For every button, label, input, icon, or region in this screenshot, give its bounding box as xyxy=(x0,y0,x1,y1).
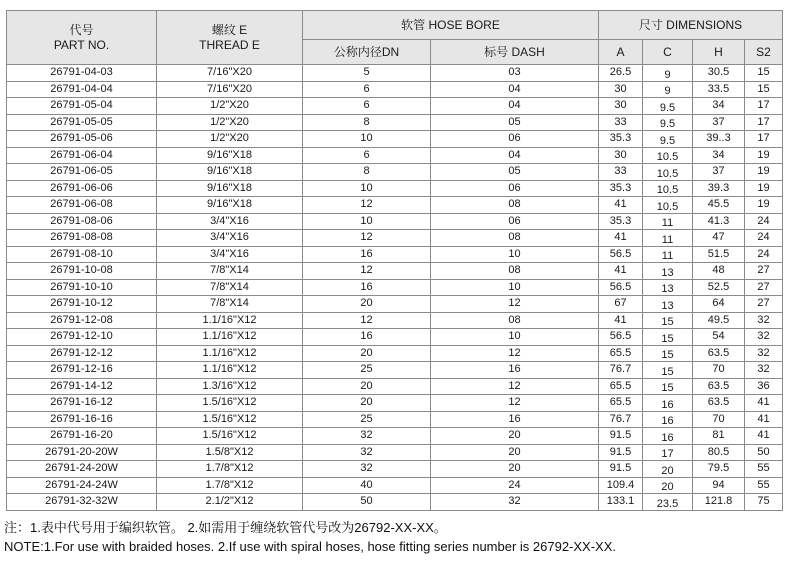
cell-a: 35.3 xyxy=(599,180,643,197)
cell-thread: 7/8"X14 xyxy=(157,296,303,313)
cell-dn: 16 xyxy=(303,329,431,346)
table-row xyxy=(7,428,783,445)
cell-dn: 6 xyxy=(303,81,431,98)
cell-dn: 10 xyxy=(303,213,431,230)
cell-h: 80.5 xyxy=(693,444,745,461)
cell-a: 30 xyxy=(599,81,643,98)
cell-dn: 10 xyxy=(303,180,431,197)
table-row xyxy=(7,477,783,494)
cell-thread: 7/16"X20 xyxy=(157,81,303,98)
cell-dn: 12 xyxy=(303,312,431,329)
cell-dn: 50 xyxy=(303,494,431,511)
note-cn: 注：1.表中代号用于编织软管。 2.如需用于缠绕软管代号改为26792-XX-XX。 xyxy=(4,520,447,535)
cell-dn: 12 xyxy=(303,197,431,214)
cell-dn: 12 xyxy=(303,263,431,280)
cell-dash: 05 xyxy=(431,114,599,131)
cell-h: 63.5 xyxy=(693,345,745,362)
cell-dash: 12 xyxy=(431,395,599,412)
cell-part: 26791-24-20W xyxy=(7,461,157,478)
header-dn: 公称内径DN xyxy=(303,40,431,65)
table-row xyxy=(7,362,783,379)
table-row xyxy=(7,378,783,395)
cell-c: 11 xyxy=(643,246,693,263)
header-c: C xyxy=(643,40,693,65)
cell-c: 15 xyxy=(643,312,693,329)
cell-thread: 9/16"X18 xyxy=(157,180,303,197)
cell-h: 51.5 xyxy=(693,246,745,263)
table-header xyxy=(7,11,783,65)
cell-s2: 19 xyxy=(745,197,783,214)
cell-a: 76.7 xyxy=(599,362,643,379)
cell-dash: 10 xyxy=(431,329,599,346)
cell-s2: 50 xyxy=(745,444,783,461)
cell-thread: 1.1/16"X12 xyxy=(157,329,303,346)
cell-part: 26791-06-08 xyxy=(7,197,157,214)
cell-dash: 08 xyxy=(431,230,599,247)
cell-s2: 36 xyxy=(745,378,783,395)
cell-c: 10.5 xyxy=(643,164,693,181)
cell-part: 26791-16-12 xyxy=(7,395,157,412)
cell-part: 26791-10-08 xyxy=(7,263,157,280)
cell-thread: 3/4"X16 xyxy=(157,246,303,263)
cell-s2: 32 xyxy=(745,345,783,362)
cell-a: 76.7 xyxy=(599,411,643,428)
cell-h: 63.5 xyxy=(693,378,745,395)
cell-dash: 24 xyxy=(431,477,599,494)
table-row xyxy=(7,213,783,230)
cell-thread: 1/2"X20 xyxy=(157,98,303,115)
cell-a: 30 xyxy=(599,98,643,115)
cell-s2: 24 xyxy=(745,246,783,263)
cell-a: 91.5 xyxy=(599,444,643,461)
cell-dash: 20 xyxy=(431,444,599,461)
cell-dn: 16 xyxy=(303,279,431,296)
cell-dash: 16 xyxy=(431,362,599,379)
cell-s2: 17 xyxy=(745,98,783,115)
cell-part: 26791-12-08 xyxy=(7,312,157,329)
cell-h: 81 xyxy=(693,428,745,445)
cell-part: 26791-08-08 xyxy=(7,230,157,247)
cell-s2: 27 xyxy=(745,279,783,296)
cell-h: 70 xyxy=(693,362,745,379)
cell-part: 26791-10-10 xyxy=(7,279,157,296)
table-row xyxy=(7,131,783,148)
cell-a: 65.5 xyxy=(599,345,643,362)
cell-dn: 32 xyxy=(303,428,431,445)
cell-dn: 20 xyxy=(303,378,431,395)
cell-dash: 04 xyxy=(431,98,599,115)
cell-a: 41 xyxy=(599,230,643,247)
table-row xyxy=(7,329,783,346)
cell-c: 13 xyxy=(643,263,693,280)
cell-s2: 41 xyxy=(745,395,783,412)
cell-s2: 55 xyxy=(745,477,783,494)
table-row xyxy=(7,65,783,82)
cell-c: 9.5 xyxy=(643,131,693,148)
cell-a: 41 xyxy=(599,312,643,329)
cell-part: 26791-16-16 xyxy=(7,411,157,428)
cell-part: 26791-20-20W xyxy=(7,444,157,461)
cell-h: 34 xyxy=(693,147,745,164)
spec-table-container xyxy=(6,10,782,511)
cell-c: 16 xyxy=(643,395,693,412)
cell-thread: 1.5/8"X12 xyxy=(157,444,303,461)
cell-a: 133.1 xyxy=(599,494,643,511)
cell-s2: 41 xyxy=(745,428,783,445)
cell-part: 26791-32-32W xyxy=(7,494,157,511)
cell-h: 41.3 xyxy=(693,213,745,230)
cell-a: 56.5 xyxy=(599,246,643,263)
header-part-no-en: PART NO. xyxy=(53,37,110,52)
cell-s2: 75 xyxy=(745,494,783,511)
header-thread-cn: 螺纹 E xyxy=(211,22,248,37)
cell-c: 15 xyxy=(643,378,693,395)
cell-part: 26791-04-03 xyxy=(7,65,157,82)
cell-c: 9 xyxy=(643,65,693,82)
cell-h: 37 xyxy=(693,114,745,131)
cell-dn: 8 xyxy=(303,164,431,181)
cell-dn: 25 xyxy=(303,411,431,428)
table-row xyxy=(7,345,783,362)
header-h: H xyxy=(693,40,745,65)
note-en: NOTE:1.For use with braided hoses. 2.If use with spiral hoses, hose fitting series number is 26792-XX-XX. xyxy=(4,539,617,554)
cell-thread: 1.1/16"X12 xyxy=(157,312,303,329)
cell-s2: 32 xyxy=(745,329,783,346)
cell-dash: 05 xyxy=(431,164,599,181)
cell-thread: 1.5/16"X12 xyxy=(157,428,303,445)
cell-part: 26791-16-20 xyxy=(7,428,157,445)
cell-dn: 32 xyxy=(303,444,431,461)
cell-thread: 7/16"X20 xyxy=(157,65,303,82)
cell-s2: 27 xyxy=(745,263,783,280)
header-thread-en: THREAD E xyxy=(199,37,260,52)
cell-thread: 3/4"X16 xyxy=(157,230,303,247)
cell-thread: 1.7/8"X12 xyxy=(157,461,303,478)
cell-c: 13 xyxy=(643,279,693,296)
cell-part: 26791-12-12 xyxy=(7,345,157,362)
cell-s2: 24 xyxy=(745,213,783,230)
cell-h: 94 xyxy=(693,477,745,494)
cell-dash: 10 xyxy=(431,246,599,263)
cell-c: 11 xyxy=(643,230,693,247)
table-row xyxy=(7,147,783,164)
cell-a: 35.3 xyxy=(599,131,643,148)
table-row xyxy=(7,230,783,247)
cell-dash: 04 xyxy=(431,147,599,164)
cell-dash: 06 xyxy=(431,213,599,230)
table-row xyxy=(7,461,783,478)
cell-part: 26791-12-16 xyxy=(7,362,157,379)
cell-h: 30.5 xyxy=(693,65,745,82)
cell-dn: 8 xyxy=(303,114,431,131)
table-row xyxy=(7,81,783,98)
cell-c: 17 xyxy=(643,444,693,461)
cell-a: 65.5 xyxy=(599,395,643,412)
cell-part: 26791-05-04 xyxy=(7,98,157,115)
cell-thread: 1/2"X20 xyxy=(157,131,303,148)
cell-thread: 1.5/16"X12 xyxy=(157,395,303,412)
header-hose-bore: 软管 HOSE BORE xyxy=(303,11,599,40)
cell-dash: 20 xyxy=(431,461,599,478)
table-row xyxy=(7,114,783,131)
cell-c: 9.5 xyxy=(643,114,693,131)
cell-c: 15 xyxy=(643,329,693,346)
cell-h: 39..3 xyxy=(693,131,745,148)
cell-part: 26791-08-06 xyxy=(7,213,157,230)
cell-h: 49.5 xyxy=(693,312,745,329)
cell-h: 37 xyxy=(693,164,745,181)
cell-c: 20 xyxy=(643,477,693,494)
table-row xyxy=(7,444,783,461)
table-row xyxy=(7,279,783,296)
table-body xyxy=(7,65,783,511)
cell-a: 33 xyxy=(599,114,643,131)
cell-dash: 12 xyxy=(431,296,599,313)
cell-h: 121.8 xyxy=(693,494,745,511)
cell-s2: 32 xyxy=(745,362,783,379)
header-s2: S2 xyxy=(745,40,783,65)
table-row xyxy=(7,312,783,329)
cell-dash: 20 xyxy=(431,428,599,445)
cell-c: 11 xyxy=(643,213,693,230)
cell-a: 109.4 xyxy=(599,477,643,494)
table-row xyxy=(7,296,783,313)
cell-part: 26791-10-12 xyxy=(7,296,157,313)
cell-a: 65.5 xyxy=(599,378,643,395)
table-row xyxy=(7,246,783,263)
cell-dash: 04 xyxy=(431,81,599,98)
cell-dash: 10 xyxy=(431,279,599,296)
cell-s2: 17 xyxy=(745,131,783,148)
cell-a: 91.5 xyxy=(599,461,643,478)
cell-h: 45.5 xyxy=(693,197,745,214)
cell-h: 34 xyxy=(693,98,745,115)
cell-part: 26791-24-24W xyxy=(7,477,157,494)
cell-a: 56.5 xyxy=(599,329,643,346)
cell-a: 26.5 xyxy=(599,65,643,82)
cell-dn: 25 xyxy=(303,362,431,379)
cell-h: 64 xyxy=(693,296,745,313)
cell-dn: 40 xyxy=(303,477,431,494)
cell-dash: 12 xyxy=(431,378,599,395)
cell-part: 26791-05-05 xyxy=(7,114,157,131)
header-part-no xyxy=(7,11,157,65)
cell-s2: 19 xyxy=(745,164,783,181)
cell-part: 26791-05-06 xyxy=(7,131,157,148)
cell-thread: 3/4"X16 xyxy=(157,213,303,230)
cell-dash: 08 xyxy=(431,197,599,214)
cell-a: 41 xyxy=(599,263,643,280)
cell-thread: 7/8"X14 xyxy=(157,263,303,280)
cell-s2: 19 xyxy=(745,147,783,164)
table-row xyxy=(7,180,783,197)
cell-h: 48 xyxy=(693,263,745,280)
header-dimensions: 尺寸 DIMENSIONS xyxy=(599,11,783,40)
cell-a: 33 xyxy=(599,164,643,181)
cell-s2: 17 xyxy=(745,114,783,131)
cell-part: 26791-06-05 xyxy=(7,164,157,181)
cell-s2: 15 xyxy=(745,81,783,98)
header-thread xyxy=(157,11,303,65)
cell-thread: 2.1/2"X12 xyxy=(157,494,303,511)
spec-table xyxy=(6,10,783,511)
cell-dn: 10 xyxy=(303,131,431,148)
cell-c: 20 xyxy=(643,461,693,478)
cell-h: 39.3 xyxy=(693,180,745,197)
notes xyxy=(4,518,616,556)
cell-c: 15 xyxy=(643,345,693,362)
cell-s2: 41 xyxy=(745,411,783,428)
cell-h: 47 xyxy=(693,230,745,247)
cell-part: 26791-06-04 xyxy=(7,147,157,164)
table-row xyxy=(7,395,783,412)
cell-dash: 06 xyxy=(431,180,599,197)
cell-a: 91.5 xyxy=(599,428,643,445)
cell-part: 26791-08-10 xyxy=(7,246,157,263)
cell-part: 26791-06-06 xyxy=(7,180,157,197)
cell-thread: 1.3/16"X12 xyxy=(157,378,303,395)
cell-dash: 32 xyxy=(431,494,599,511)
cell-dn: 20 xyxy=(303,296,431,313)
cell-dash: 08 xyxy=(431,263,599,280)
cell-thread: 1.1/16"X12 xyxy=(157,362,303,379)
header-part-no-cn: 代号 xyxy=(69,22,94,37)
cell-s2: 32 xyxy=(745,312,783,329)
cell-s2: 24 xyxy=(745,230,783,247)
cell-thread: 1.5/16"X12 xyxy=(157,411,303,428)
cell-dash: 08 xyxy=(431,312,599,329)
cell-dn: 20 xyxy=(303,345,431,362)
cell-s2: 55 xyxy=(745,461,783,478)
cell-h: 54 xyxy=(693,329,745,346)
cell-c: 10.5 xyxy=(643,147,693,164)
cell-part: 26791-12-10 xyxy=(7,329,157,346)
cell-thread: 1/2"X20 xyxy=(157,114,303,131)
cell-s2: 15 xyxy=(745,65,783,82)
cell-h: 63.5 xyxy=(693,395,745,412)
cell-c: 16 xyxy=(643,411,693,428)
cell-dn: 20 xyxy=(303,395,431,412)
cell-part: 26791-04-04 xyxy=(7,81,157,98)
cell-c: 9 xyxy=(643,81,693,98)
cell-thread: 7/8"X14 xyxy=(157,279,303,296)
cell-a: 56.5 xyxy=(599,279,643,296)
table-row xyxy=(7,411,783,428)
cell-part: 26791-14-12 xyxy=(7,378,157,395)
cell-thread: 1.7/8"X12 xyxy=(157,477,303,494)
cell-dash: 16 xyxy=(431,411,599,428)
cell-dash: 12 xyxy=(431,345,599,362)
cell-h: 79.5 xyxy=(693,461,745,478)
cell-c: 15 xyxy=(643,362,693,379)
cell-thread: 1.1/16"X12 xyxy=(157,345,303,362)
cell-dn: 32 xyxy=(303,461,431,478)
cell-dn: 6 xyxy=(303,98,431,115)
cell-dash: 06 xyxy=(431,131,599,148)
cell-h: 52.5 xyxy=(693,279,745,296)
cell-h: 33.5 xyxy=(693,81,745,98)
header-dash: 标号 DASH xyxy=(431,40,599,65)
table-row xyxy=(7,164,783,181)
cell-c: 10.5 xyxy=(643,197,693,214)
cell-dn: 6 xyxy=(303,147,431,164)
cell-a: 41 xyxy=(599,197,643,214)
cell-s2: 19 xyxy=(745,180,783,197)
cell-a: 67 xyxy=(599,296,643,313)
header-a: A xyxy=(599,40,643,65)
cell-h: 70 xyxy=(693,411,745,428)
table-row xyxy=(7,197,783,214)
table-row xyxy=(7,494,783,511)
cell-c: 10.5 xyxy=(643,180,693,197)
cell-thread: 9/16"X18 xyxy=(157,147,303,164)
cell-a: 30 xyxy=(599,147,643,164)
cell-dash: 03 xyxy=(431,65,599,82)
table-row xyxy=(7,263,783,280)
cell-c: 9.5 xyxy=(643,98,693,115)
cell-dn: 12 xyxy=(303,230,431,247)
table-row xyxy=(7,98,783,115)
cell-s2: 27 xyxy=(745,296,783,313)
cell-c: 23.5 xyxy=(643,494,693,511)
cell-thread: 9/16"X18 xyxy=(157,164,303,181)
cell-c: 13 xyxy=(643,296,693,313)
cell-dn: 5 xyxy=(303,65,431,82)
cell-thread: 9/16"X18 xyxy=(157,197,303,214)
cell-a: 35.3 xyxy=(599,213,643,230)
cell-c: 16 xyxy=(643,428,693,445)
cell-dn: 16 xyxy=(303,246,431,263)
